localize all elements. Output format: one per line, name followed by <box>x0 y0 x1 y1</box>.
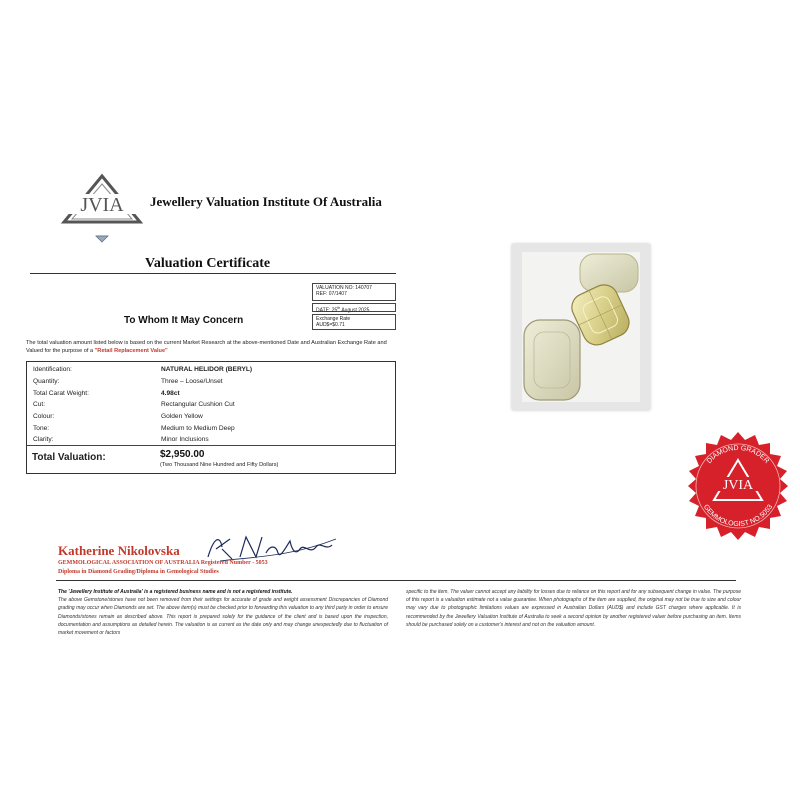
disclaimer-lead: The 'Jewellery Institute of Australia' is a registered business name and is not a registered institute. <box>58 589 293 595</box>
reference-number: REF: 07/1407 <box>316 291 347 297</box>
exchange-rate-box <box>312 314 396 330</box>
intro-paragraph: The total valuation amount listed below is based on the current Market Research at the above-mentioned Date and Australian Exchange Rate and Valued for the purpose of a "Retail Replacement Value" <box>26 340 387 354</box>
exchange-rate-value: AUD$=$0.71 <box>316 322 345 328</box>
logo-text: JVIA <box>80 194 124 216</box>
valuation-details-table: Identification: NATURAL HELIDOR (BERYL) Quantity: Three – Loose/Unset Total Carat Weight: 4.98ct Cut: Rectangular Cushion Cut Colour: Golden Yellow Tone: Medium to Medium Deep Clarity: Minor Inclusions Total Valuation: $2,950.00 (Two Thousand Nine Hundred and Fifty Dollars) <box>26 361 396 474</box>
seal-top-text: DIAMOND GRADER <box>705 444 771 466</box>
jvia-logo <box>60 172 144 248</box>
seal-bottom-text: GEMMOLOGIST NO.5053 <box>701 503 775 529</box>
valuation-date: DATE: 25th August 2025 <box>316 306 370 314</box>
disclaimer-right: specific to the item. The valuer cannot accept any liability for losses due to reliance on this report and for any subsequent change in value. The purpose of this report is a valuation estimate not a value guarantee. When photographs of the item are supplied, the original may not be true to size and colour may vary due to photographic limitations values are expressed in Australian Dollars (AUD$) and include GST charges where applicable. It is recommended by the Jewellery Valuation Institute of Australia to seek a second opinion by another registered valuer before purchasing an item. Items should be purchased solely on a customer's interest and not on the valuation amount. <box>406 589 741 628</box>
gemstones-image <box>522 252 640 402</box>
total-valuation-words: (Two Thousand Nine Hundred and Fifty Dollars) <box>160 462 279 468</box>
signer-name: Katherine Nikolovska <box>58 543 180 558</box>
valuation-ref-box <box>312 283 396 301</box>
signature-divider <box>56 580 736 581</box>
total-valuation-row <box>27 445 395 474</box>
association-line: GEMMOLOGICAL ASSOCIATION OF AUSTRALIA Registered Number - 5053 <box>58 560 268 566</box>
exchange-rate-label: Exchange Rate <box>316 316 351 322</box>
total-valuation-amount: $2,950.00 <box>160 449 205 460</box>
title-divider <box>30 273 396 274</box>
gemstone-photo <box>512 244 650 410</box>
organisation-name: Jewellery Valuation Institute Of Australia <box>150 194 382 209</box>
seal-center-text: JVIA <box>722 478 754 493</box>
certificate-title: Valuation Certificate <box>145 256 271 271</box>
diploma-line: Diploma in Diamond Grading/Diploma in Gemological Studies <box>58 569 219 575</box>
gemmologist-seal <box>682 430 794 542</box>
total-valuation-label: Total Valuation: <box>32 452 106 463</box>
valuation-number: VALUATION NO: 140707 <box>316 285 372 291</box>
salutation: To Whom It May Concern <box>124 315 244 326</box>
date-box <box>312 303 396 312</box>
retail-value-highlight: "Retail Replacement Value" <box>94 348 168 354</box>
disclaimer-left: The 'Jewellery Institute of Australia' is a registered business name and is not a registered institute. The above Gemstone/stones have not been removed from their settings for accurate of grade and weight assessment Discrepancies of Diamond grading may occur when Diamonds are set. The above item(s) must be checked prior to forwarding this valuation to any third party in order to ensure Diamonds/stones remain as described above. This report is prepared solely for the guidance of the client and is based upon the inspection, documentation and assumptions as detailed herein. The valuation is as current as the date only and may change unexpectedly due to fluctuation of market movement or factors <box>58 589 388 637</box>
